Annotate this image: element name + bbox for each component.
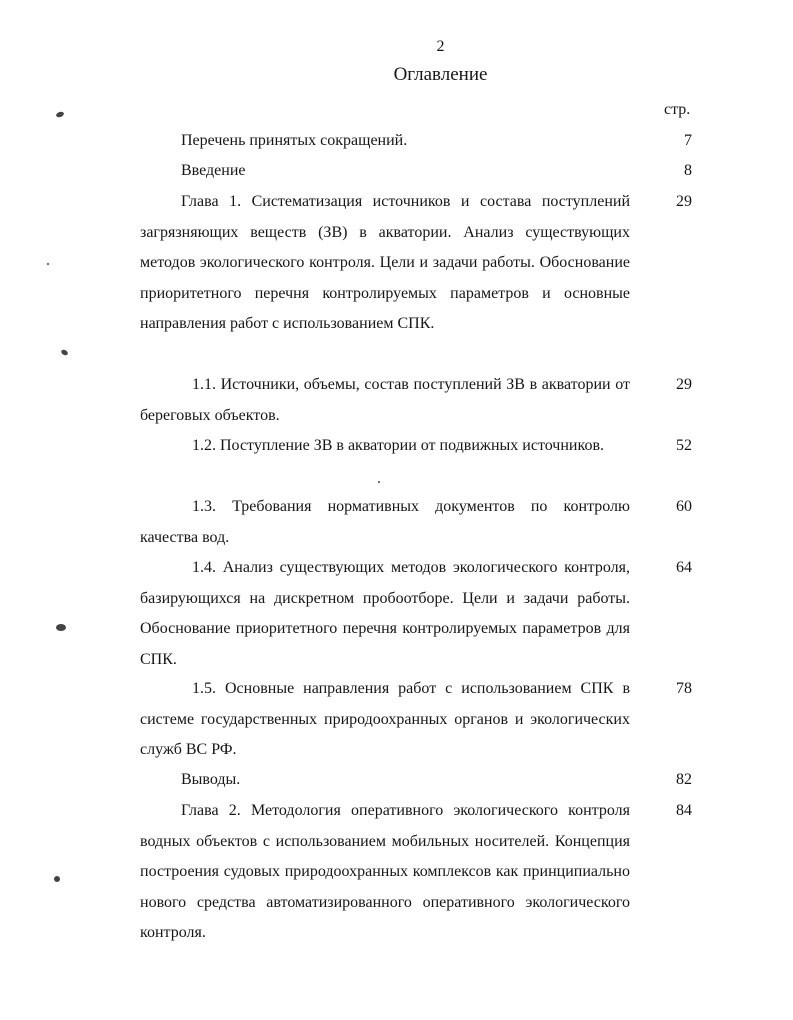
toc-entry-page: 84	[676, 802, 692, 819]
toc-entry-page: 52	[676, 437, 692, 454]
toc-entry-page: 29	[676, 376, 692, 393]
toc-entry-page: 60	[676, 498, 692, 515]
toc-entry-page: 8	[684, 162, 692, 179]
scan-artifact-mark	[47, 263, 49, 265]
toc-entry-page: 64	[676, 559, 692, 576]
toc-entry-text: Выводы.	[181, 771, 241, 788]
toc-entry	[140, 126, 630, 157]
toc-entry	[140, 187, 630, 340]
page-column-header: стр.	[664, 101, 691, 118]
toc-entry	[140, 492, 630, 553]
page-number: 2	[436, 38, 445, 55]
toc-entry	[140, 156, 630, 187]
toc-entry-text: 1.1. Источники, объемы, состав поступлений ЗВ в акватории от береговых объектов.	[140, 376, 630, 424]
page-title: Оглавление	[393, 64, 488, 85]
toc-entry-text: Введение	[181, 162, 246, 179]
toc-entry-page: 29	[676, 193, 692, 210]
toc-entry	[140, 370, 630, 431]
toc-entry-text: 1.5. Основные направления работ с использованием СПК в системе государственных природоохранных органов и экологических служб ВС РФ.	[140, 680, 630, 758]
scan-artifact-mark	[378, 481, 380, 483]
toc-entry-text: Глава 2. Методология оперативного экологического контроля водных объектов с использованием мобильных носителей. Концепция построения судовых природоохранных комплексов как принципиально нового средства автоматизированного оперативного экологического контроля.	[140, 802, 630, 941]
toc-entry	[140, 765, 630, 796]
toc-entry-page: 78	[676, 680, 692, 697]
toc-entry	[140, 796, 630, 949]
toc-entry-text: Перечень принятых сокращений.	[181, 132, 408, 149]
toc-entry	[140, 431, 630, 462]
toc-entry-text: Глава 1. Систематизация источников и состава поступлений загрязняющих веществ (ЗВ) в акватории. Анализ существующих методов экологического контроля. Цели и задачи работы. Обоснование приоритетного перечня контролируемых параметров и основные направления работ с использованием СПК.	[140, 193, 630, 332]
toc-entry-page: 82	[676, 771, 692, 788]
toc-entry-text: 1.3. Требования нормативных документов по контролю качества вод.	[140, 498, 630, 546]
scan-artifact-mark	[60, 349, 69, 357]
toc-entry	[140, 553, 630, 675]
toc-entry-page: 7	[684, 132, 692, 149]
toc-entry-text: 1.2. Поступление ЗВ в акватории от подвижных источников.	[192, 437, 604, 454]
toc-entry-text: 1.4. Анализ существующих методов экологического контроля, базирующихся на дискретном пробоотборе. Цели и задачи работы. Обоснование приоритетного перечня контролируемых параметров для СПК.	[140, 559, 630, 668]
scan-artifact-mark	[56, 624, 66, 631]
toc-entry	[140, 674, 630, 766]
scan-artifact-mark	[54, 876, 60, 882]
scan-artifact-mark	[55, 111, 64, 118]
